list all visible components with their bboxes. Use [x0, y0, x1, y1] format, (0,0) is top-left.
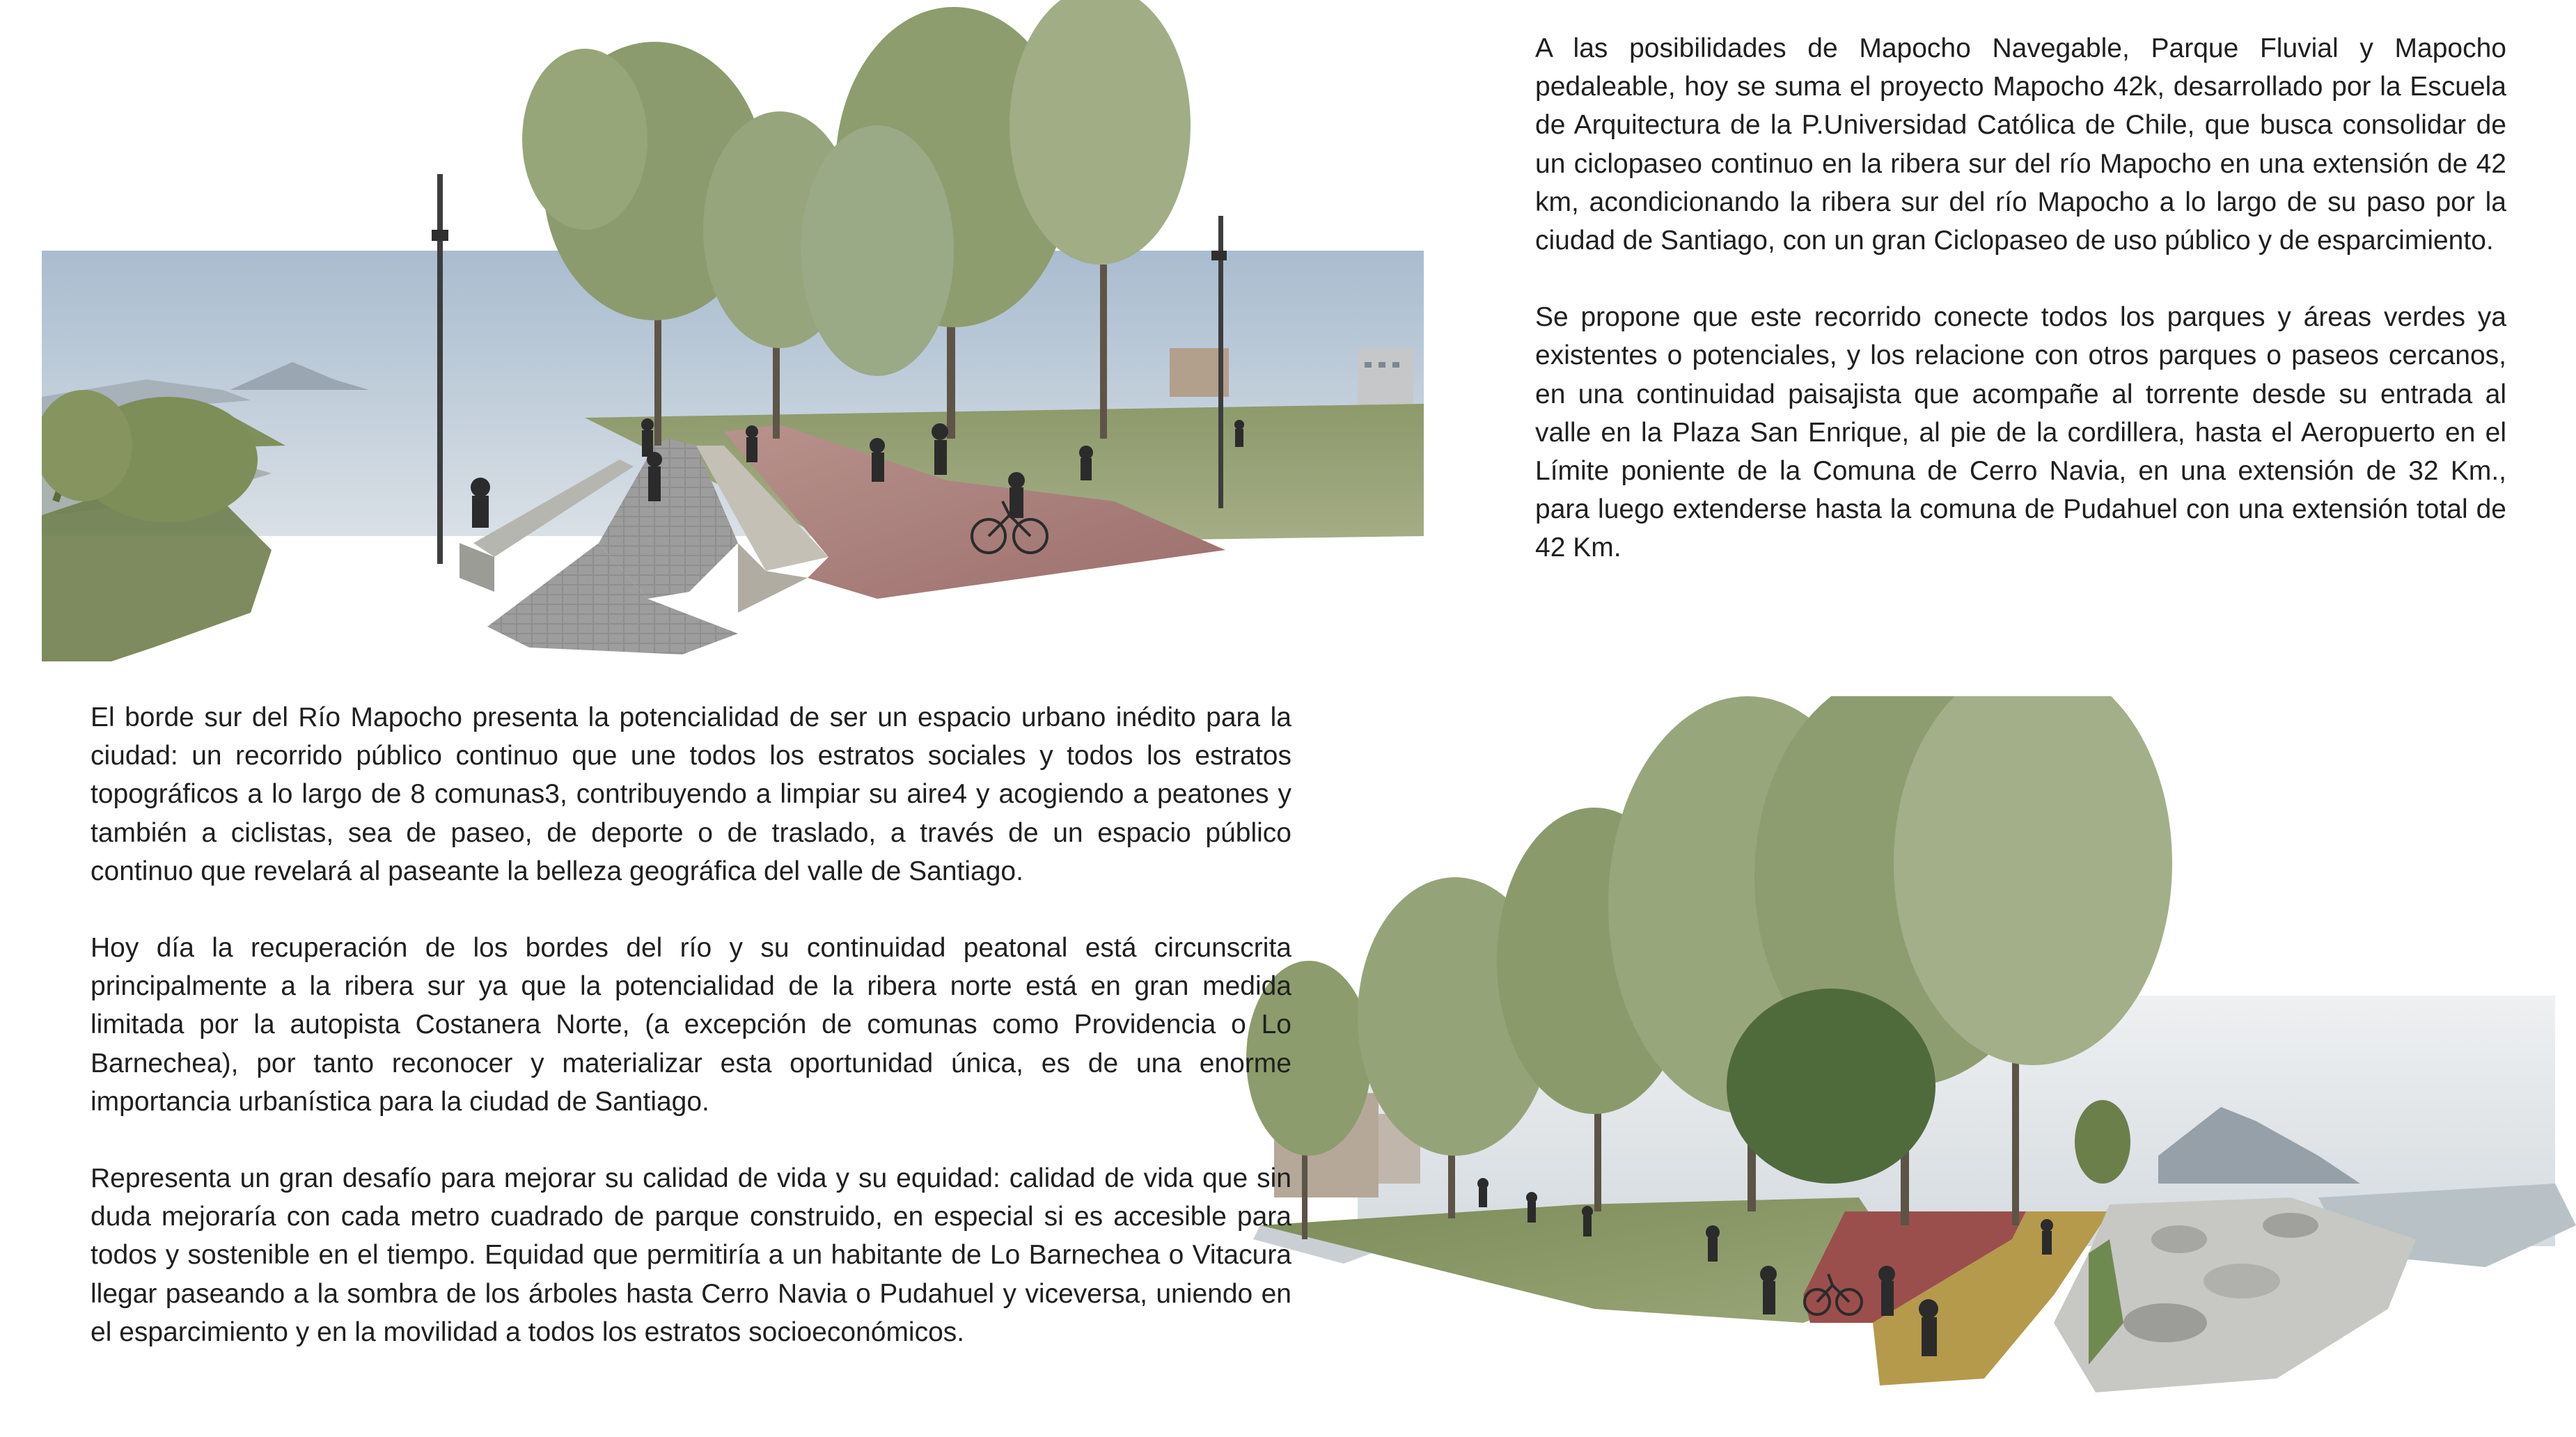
- paragraph-quality-and-equity: Representa un gran desafío para mejorar su calidad de vida y su equidad: calidad de vida que sin duda mejoraría con cada metro cuadrado de parque construido, en especial si es accesible para todos y sostenible en el tiempo. Equidad que permitiría a un habitante de Lo Barnechea o Vitacura llegar paseando a la sombra de los árboles hasta Cerro Navia o Pudahuel y viceversa, uniendo en el esparcimiento y en la movilidad a todos los estratos socioeconómicos.: [91, 1163, 1291, 1347]
- riverbank-vegetation: [42, 390, 272, 661]
- paragraph-route-proposal: Se propone que este recorrido conecte todos los parques y áreas verdes ya existentes o potenciales, y los relacione con otros parques o paseos cercanos, en una continuidad paisajista que acompañe al torrente desde su entrada al valle en la Plaza San Enrique, al pie de la cordillera, hasta el Aeropuerto en el Límite poniente de la Comuna de Cerro Navia, en una extensión de 32 Km., para luego extenderse hasta la comuna de Pudahuel con una extensión total de 42 Km.: [1535, 302, 2506, 563]
- intro-text-block: [1535, 29, 2506, 567]
- rocky-riverbank: [2054, 1198, 2416, 1392]
- promenade-render-top: [42, 0, 1431, 661]
- paragraph-mapocho-42k: A las posibilidades de Mapocho Navegable, Parque Fluvial y Mapocho pedaleable, hoy se suma el proyecto Mapocho 42k, desarrollado por la Escuela de Arquitectura de la P.Universidad Católica de Chile, que busca consolidar de un ciclopaseo continuo en la ribera sur del río Mapocho en una extensión de 42 km, acondicionando la ribera sur del río Mapocho a lo largo de su paso por la ciudad de Santiago, con un gran Ciclopaseo de uso público y de esparcimiento.: [1535, 33, 2506, 256]
- body-text-block: [91, 698, 1291, 1351]
- paragraph-recovery-of-banks: Hoy día la recuperación de los bordes del río y su continuidad peatonal está circunscrita principalmente a la ribera sur ya que la potencialidad de la ribera norte está en gran medida limitada por la autopista Costanera Norte, (a excepción de comunas como Providencia o Lo Barnechea), por tanto reconocer y materializar esta oportunidad única, es de una enorme importancia urbanística para la ciudad de Santiago.: [91, 933, 1291, 1117]
- park-path-render-bottom: [1232, 696, 2576, 1392]
- paragraph-south-bank-potential: El borde sur del Río Mapocho presenta la potencialidad de ser un espacio urbano inédito para la ciudad: un recorrido público continuo que une todos los estratos sociales y todos los estratos topográficos a lo largo de 8 comunas3, contribuyendo a limpiar su aire4 y acogiendo a peatones y también a ciclistas, sea de paseo, de deporte o de traslado, a través de un espacio público continuo que revelará al paseante la belleza geográfica del valle de Santiago.: [91, 702, 1291, 886]
